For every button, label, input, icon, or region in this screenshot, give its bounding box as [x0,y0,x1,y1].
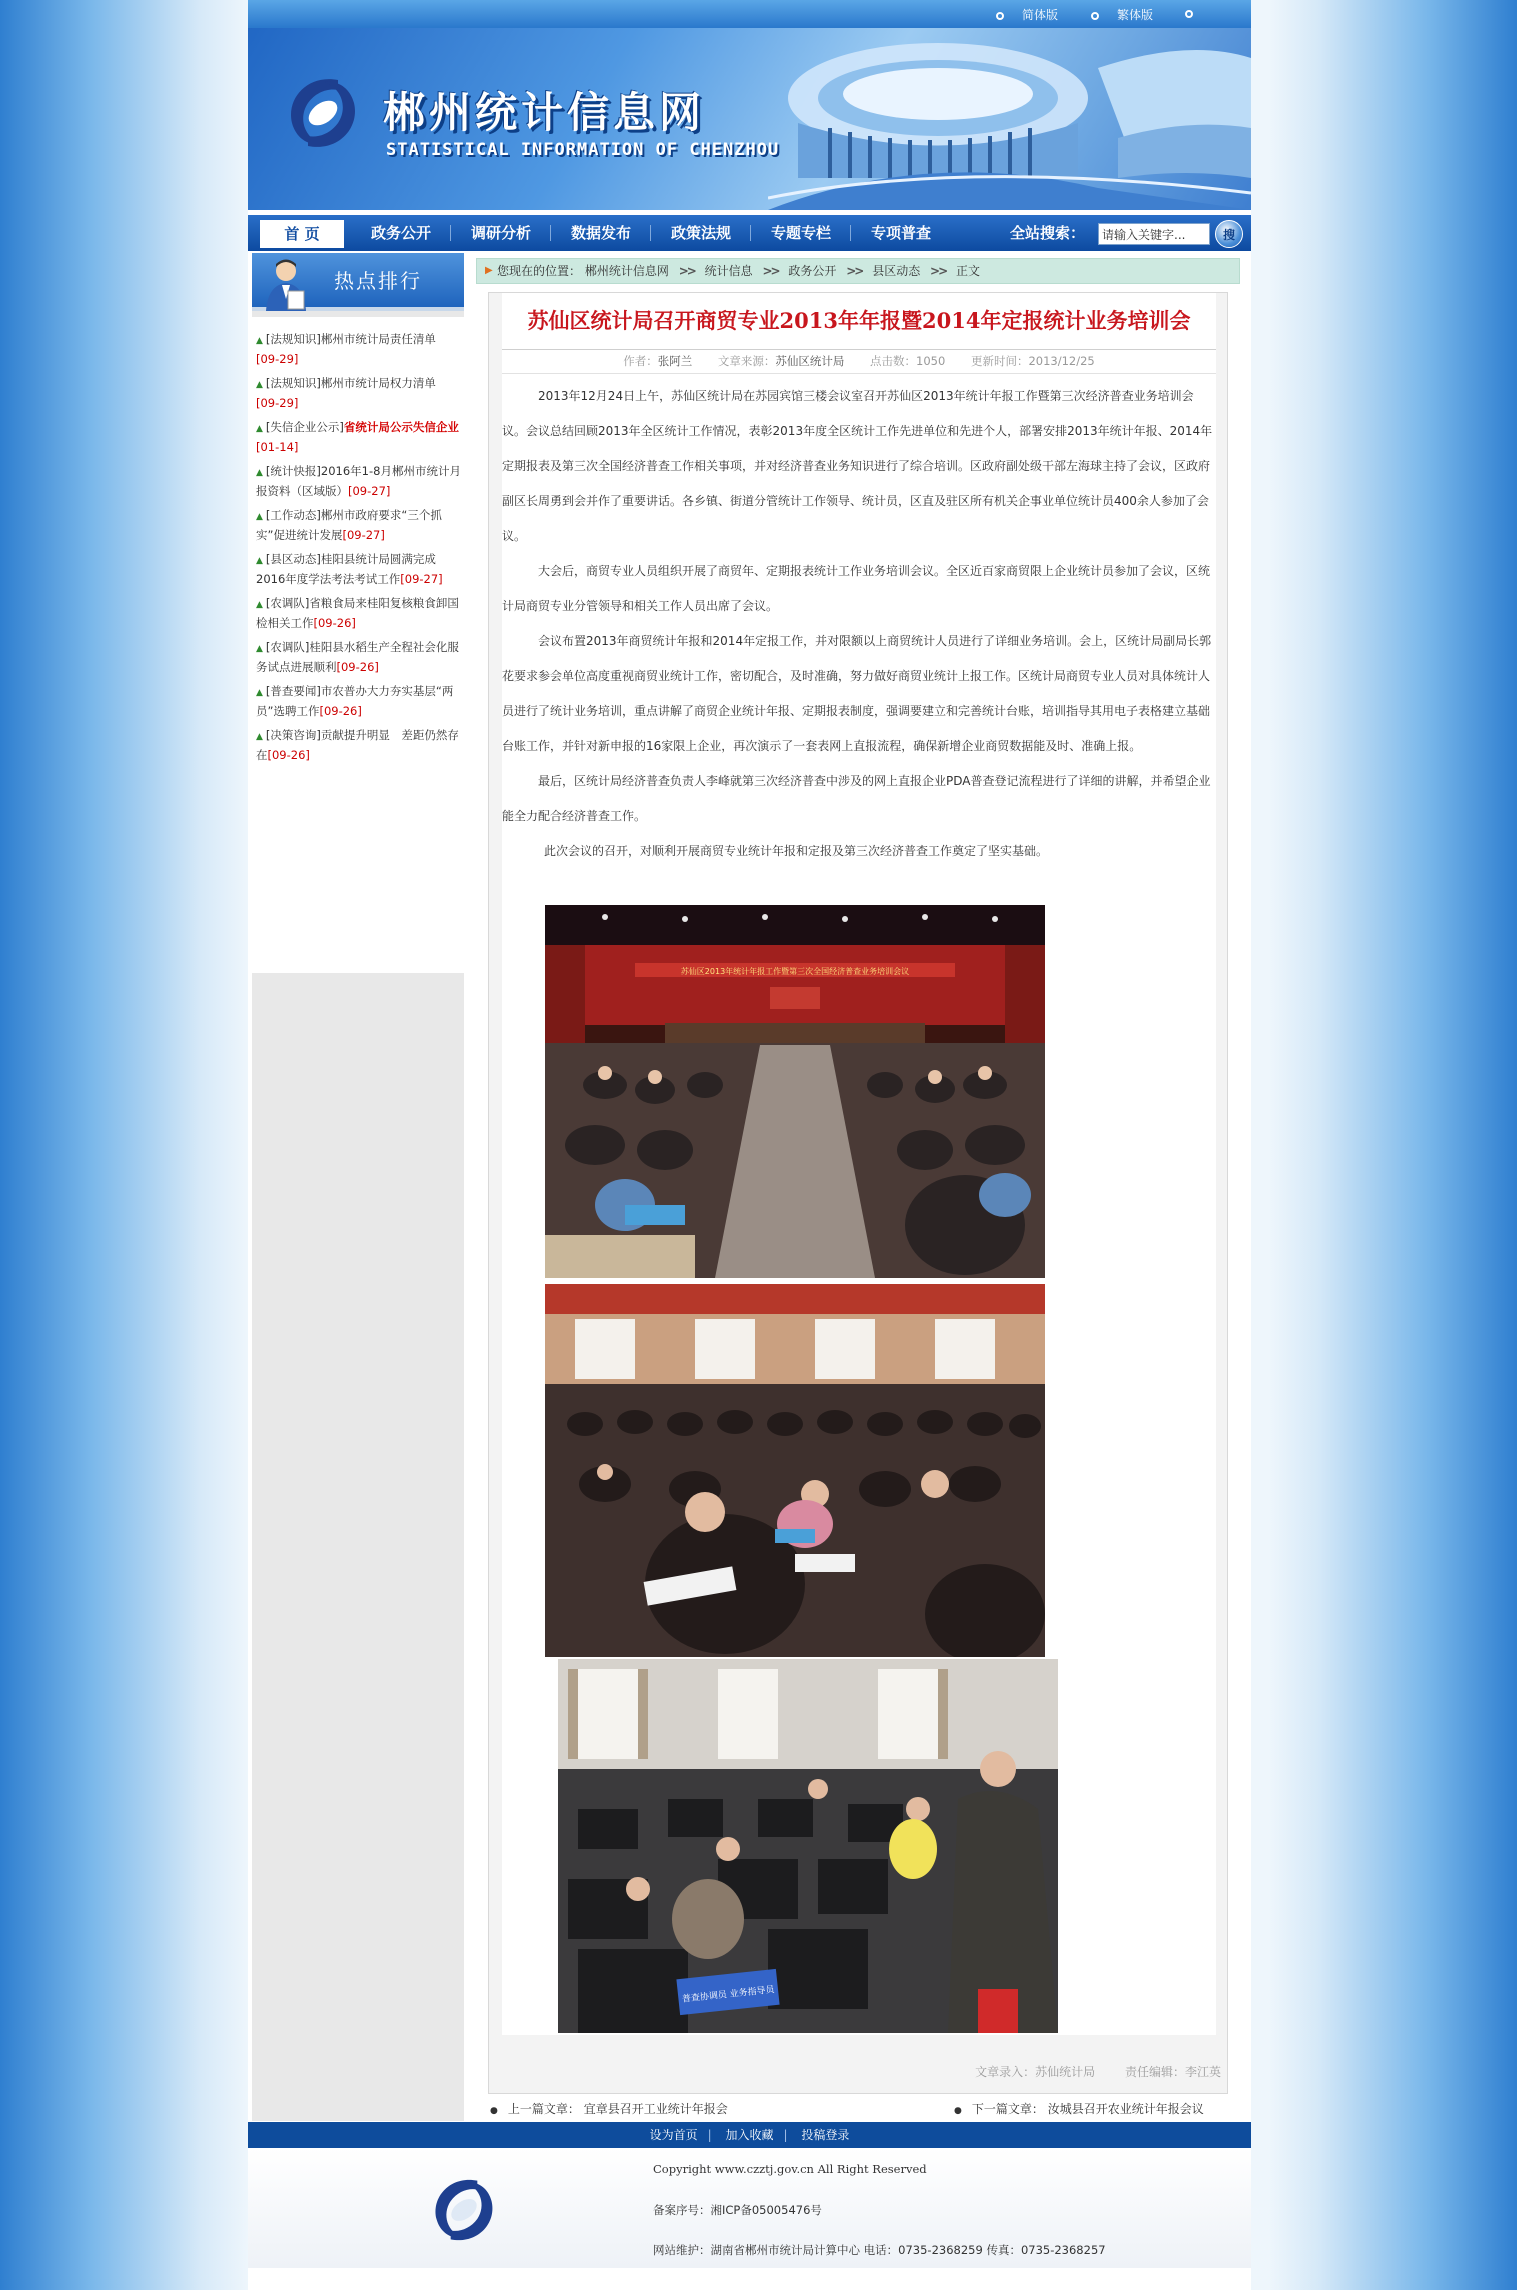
page-container [248,0,1251,2290]
triangle-bullet-icon: ▲ [256,468,263,478]
list-item[interactable] [256,550,462,588]
breadcrumb-separator: >> [930,264,947,278]
item-date: [09-26] [313,616,356,630]
previous-article[interactable] [490,2100,728,2117]
nav-divider [750,225,751,241]
add-favorite-link[interactable]: 加入收藏 [725,2128,774,2142]
hits-value: 1050 [916,354,946,368]
article-paragraph: 2013年12月24日上午，苏仙区统计局在苏园宾馆三楼会议室召开苏仙区2013年统计年报工作暨第三次经济普查业务培训会议。会议总结回顾2013年全区统计工作情况，表彰2013年度全区统计工作先进单位和先进个人，部署安排2013年统计年报、2014年定期报表及第三次全国经济普查工作相关事项，并对经济普查业务知识进行了综合培训。区政府副处级干部左海球主持了会议，区政府副区长周勇到会并作了重要讲话。各乡镇、街道分管统计工作领导、统计员，区直及驻区所有机关企事业单位统计员400余人参加了会议。 [502,389,1213,543]
item-category: [农调队] [265,596,310,610]
divider: | [707,2128,712,2142]
logo-icon [424,2170,504,2250]
triangle-bullet-icon: ▲ [256,600,263,610]
updated-label: 更新时间： [970,354,1029,368]
article-navigation [476,2096,1240,2120]
triangle-bullet-icon: ▲ [256,556,263,566]
updated-value: 2013/12/25 [1028,354,1095,368]
breadcrumb-county-news[interactable]: 县区动态 [872,264,921,278]
nav-data-release[interactable]: 数据发布 [570,224,631,242]
article-paragraph: 最后，区统计局经济普查负责人李峰就第三次经济普查中涉及的网上直报企业PDA普查登记流程进行了详细的讲解，并希望企业能全力配合经济普查工作。 [502,774,1211,823]
nav-research-analysis[interactable]: 调研分析 [470,224,531,242]
editor-label: 责任编辑： [1124,2065,1185,2079]
bullet-icon [1091,12,1099,20]
next-label: 下一篇文章： [971,2102,1044,2116]
divider: | [783,2128,788,2142]
triangle-bullet-icon: ▲ [256,336,263,346]
triangle-bullet-icon: ▲ [256,424,263,434]
breadcrumb-statistics-info[interactable]: 统计信息 [704,264,753,278]
list-item[interactable] [256,462,462,500]
breadcrumb-prefix: 您现在的位置： [497,264,582,278]
sidebar-title: 热点排行 [334,269,422,293]
stadium-illustration [768,28,1251,210]
meeting-photo-audience [545,1284,1045,1657]
traditional-label: 繁体版 [1117,8,1154,22]
nav-divider [450,225,451,241]
arrow-right-icon: ▶ [485,265,493,276]
item-date: [09-26] [336,660,379,674]
item-title[interactable]: 郴州市统计局权力清单 [320,376,436,390]
bullet-icon: ● [954,2106,962,2116]
breadcrumb-current: 正文 [955,264,980,278]
maintainer-info: 网站维护：湖南省郴州市统计局计算中心 电话：0735-2368259 传真：0735-2368257 [653,2243,1106,2257]
next-article[interactable] [954,2100,1204,2117]
photo-sign-text: 普查协调员 业务指导员 [681,1985,776,2005]
article-paragraph: 大会后，商贸专业人员组织开展了商贸年、定期报表统计工作业务培训会议。全区近百家商贸限上企业统计员参加了会议，区统计局商贸专业分管领导和相关工作人员出席了会议。 [502,564,1211,613]
triangle-bullet-icon: ▲ [256,688,263,698]
author-value: 张阿兰 [657,354,693,368]
search-button[interactable]: 搜 [1215,220,1243,248]
item-title[interactable]: 郴州市政府要求“三个抓实”促进统计发展 [256,508,442,542]
search-input[interactable] [1098,223,1210,245]
submission-login-link[interactable]: 投稿登录 [801,2128,850,2142]
item-date: [09-29] [256,396,299,410]
article-body [502,379,1216,869]
site-footer [248,2148,1251,2268]
item-date: [09-26] [267,748,310,762]
breadcrumb-separator: >> [678,264,695,278]
article-content [502,293,1216,2035]
article-container [488,292,1228,2094]
entry-value: 苏仙统计局 [1035,2065,1096,2079]
list-item[interactable] [256,330,462,368]
item-date: [09-27] [348,484,391,498]
source-value: 苏仙区统计局 [775,354,845,368]
site-banner [248,28,1251,210]
main-nav [248,215,1251,251]
nav-home[interactable]: 首 页 [260,220,344,248]
article-footer-meta [975,2063,1221,2080]
item-category: [法规知识] [265,332,321,346]
editor-value: 李江英 [1184,2065,1221,2079]
hot-ranking-list [252,317,464,973]
list-item[interactable] [256,506,462,544]
list-item[interactable] [256,418,462,456]
article-meta [502,353,1216,369]
bullet-icon [996,12,1004,20]
sidebar [252,253,464,2121]
source-label: 文章来源： [717,354,776,368]
nav-special-topics[interactable]: 专题专栏 [770,224,831,242]
item-category: [失信企业公示] [265,420,344,434]
bullet-icon [1185,10,1193,18]
item-date: [09-26] [319,704,362,718]
breadcrumb-separator: >> [762,264,779,278]
item-title[interactable]: 省粮食局来桂阳复核粮食卸国检相关工作 [256,596,459,630]
item-title[interactable]: 省统计局公示失信企业 [343,420,459,434]
triangle-bullet-icon: ▲ [256,644,263,654]
bullet-icon: ● [490,2106,498,2116]
item-title[interactable]: 市农普办大力夯实基层“两员”选聘工作 [256,684,454,718]
item-title[interactable]: 桂阳县水稻生产全程社会化服务试点进展顺利 [256,640,459,674]
copyright-text: Copyright www.czztj.gov.cn All Right Reserved [653,2162,927,2176]
nav-divider [550,225,551,241]
article-paragraph: 会议布置2013年商贸统计年报和2014年定报工作，并对限额以上商贸统计人员进行了详细业务培训。会上，区统计局副局长郭花要求参会单位高度重视商贸业统计工作，密切配合，及时准确，努力做好商贸业统计上报工作。区统计局商贸专业人员对具体统计人员进行了统计业务培训，重点讲解了商贸企业统计年报、定期报表制度，强调要建立和完善统计台账，培训指导其用电子表格建立基础台账工作，并针对新申报的16家限上企业，再次演示了一套表网上直报流程，确保新增企业商贸数据能及时、准确上报。 [502,634,1212,753]
item-title[interactable]: 2016年1-8月郴州市统计月报资料（区域版） [256,464,461,498]
item-date: [01-14] [256,440,299,454]
nav-special-census[interactable]: 专项普查 [870,224,931,242]
list-item[interactable] [256,682,462,720]
item-category: [县区动态] [265,552,321,566]
photo-banner-text: 苏仙区2013年统计年报工作暨第三次全国经济普查业务培训会议 [680,967,910,976]
list-item[interactable] [256,638,462,676]
divider [502,349,1216,350]
list-item[interactable] [256,726,462,764]
list-item[interactable] [256,374,462,412]
item-date: [09-27] [400,572,443,586]
item-category: [工作动态] [265,508,321,522]
breadcrumb-separator: >> [846,264,863,278]
traditional-chinese-link[interactable] [1091,6,1153,23]
simplified-chinese-link[interactable] [996,6,1058,23]
logo-icon [278,68,368,158]
site-title: 郴州统计信息网 [383,88,706,137]
item-title[interactable]: 桂阳县统计局圆满完成2016年度学法考法考试工作 [256,552,436,586]
item-title[interactable]: 郴州市统计局责任清单 [320,332,436,346]
item-date: [09-27] [342,528,385,542]
nav-divider [850,225,851,241]
simplified-label: 简体版 [1022,8,1059,22]
sidebar-header [252,253,464,311]
item-category: [农调队] [265,640,310,654]
article-title: 苏仙区统计局召开商贸专业2013年年报暨2014年定报统计业务培训会 [527,308,1191,333]
set-homepage-link[interactable]: 设为首页 [649,2128,698,2142]
item-category: [统计快报] [265,464,321,478]
top-bar [248,0,1251,28]
triangle-bullet-icon: ▲ [256,380,263,390]
next-title[interactable]: 汝城县召开农业统计年报会议 [1047,2102,1204,2116]
breadcrumb [476,258,1240,284]
author-label: 作者： [623,354,658,368]
breadcrumb-home[interactable]: 郴州统计信息网 [584,264,669,278]
item-category: [决策咨询] [265,728,321,742]
meeting-photo-stage [545,905,1045,1278]
item-category: [法规知识] [265,376,321,390]
item-date: [09-29] [256,352,299,366]
entry-label: 文章录入： [975,2065,1036,2079]
previous-label: 上一篇文章： [507,2102,580,2116]
article-paragraph: 此次会议的召开，对顺利开展商贸专业统计年报和定报及第三次经济普查工作奠定了坚实基础。 [544,844,1049,858]
triangle-bullet-icon: ▲ [256,732,263,742]
nav-divider [650,225,651,241]
nav-policies-regulations[interactable]: 政策法规 [670,224,731,242]
item-category: [普查要闻] [265,684,321,698]
hits-label: 点击数： [870,354,917,368]
site-subtitle: STATISTICAL INFORMATION OF CHENZHOU [386,140,780,160]
breadcrumb-government-affairs[interactable]: 政务公开 [788,264,837,278]
search-label: 全站搜索： [1010,224,1086,242]
item-title[interactable]: 贡献提升明显 差距仍然存在 [256,728,459,762]
previous-title[interactable]: 宜章县召开工业统计年报会 [583,2102,728,2116]
triangle-bullet-icon: ▲ [256,512,263,522]
nav-government-affairs[interactable]: 政务公开 [370,224,431,242]
footer-links-bar [248,2122,1251,2148]
divider [502,373,1216,374]
training-photo-computers [558,1659,1058,2033]
person-icon [258,255,314,311]
list-item[interactable] [256,594,462,632]
icp-record: 备案序号：湘ICP备05005476号 [653,2203,822,2217]
